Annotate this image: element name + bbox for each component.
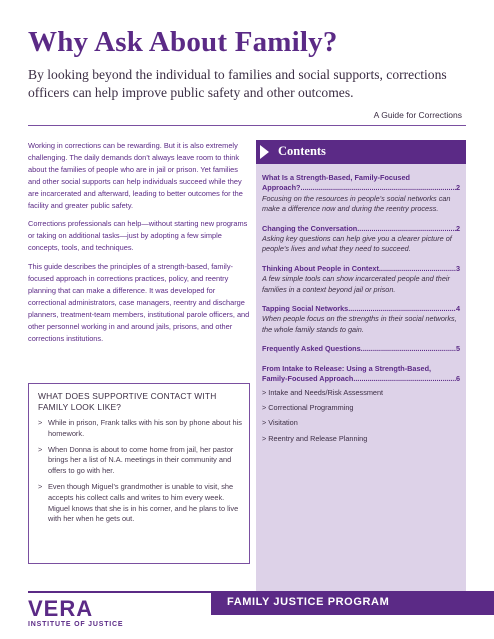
intro-paragraph: This guide describes the principles of a strength-based, family-focused approach in corrections practices, policy, and reentry planning that can make a difference. It was developed for correctional administrators, case managers, reentry and discharge planners, treatment-team members, institutional parole officers, and other personnel working in and around jails, prisons, and other corrections institutions. bbox=[28, 262, 250, 343]
toc-title: Contents bbox=[278, 144, 326, 158]
toc-entry-description: When people focus on the strengths in their social networks, the whole family stands to gain. bbox=[262, 314, 457, 334]
toc-entry-description: Asking key questions can help give you a clearer picture of people’s lives and what they need to succeed. bbox=[262, 234, 452, 254]
toc-entry-title: Tapping Social Networks bbox=[262, 304, 349, 314]
dot-leader bbox=[353, 374, 456, 384]
toc-entry-title: Changing the Conversation bbox=[262, 223, 358, 233]
toc-entry-description: A few simple tools can show incarcerated people and their families in a context beyond jail or prison. bbox=[262, 274, 450, 294]
dot-leader bbox=[301, 183, 456, 193]
toc-entry bbox=[262, 224, 460, 255]
bullet-chevron: > bbox=[38, 444, 43, 454]
intro-paragraph: Corrections professionals can help—without starting new programs or taking on additional tasks—just by adopting a few simple concepts, tools, and techniques. bbox=[28, 219, 248, 253]
toc-page-number: 3 bbox=[455, 263, 460, 273]
list-item-text: Even though Miguel’s grandmother is unable to visit, she accepts his collect calls and writes to him every week. Miguel knows that she is in his corner, and he plans to live with her when he gets out. bbox=[48, 481, 239, 524]
dot-leader bbox=[379, 264, 456, 274]
toc-entry-line bbox=[262, 264, 460, 274]
bullet-chevron: > bbox=[38, 418, 43, 427]
toc-entry bbox=[262, 264, 460, 295]
toc-subentry: > Correctional Programming bbox=[262, 402, 354, 412]
toc-entry-title: Frequently Asked Questions bbox=[262, 344, 361, 354]
program-banner bbox=[211, 591, 494, 615]
vera-logo bbox=[28, 598, 123, 629]
toc-entry-title: From Intake to Release: Using a Strength-Based, bbox=[262, 363, 432, 373]
toc-entry-line bbox=[262, 183, 460, 193]
program-name: FAMILY JUSTICE PROGRAM bbox=[227, 596, 390, 608]
toc-entry-line bbox=[262, 224, 460, 234]
dot-leader bbox=[348, 304, 456, 314]
toc-entry bbox=[262, 344, 460, 354]
list-item bbox=[38, 418, 242, 440]
toc-page-number: 2 bbox=[455, 183, 460, 193]
toc-entry-title: What Is a Strength-Based, Family-Focused bbox=[262, 173, 410, 182]
dot-leader bbox=[357, 224, 456, 234]
toc-subentry: > Visitation bbox=[262, 418, 298, 428]
toc-entry-line bbox=[262, 344, 460, 354]
page-title: Why Ask About Family? bbox=[28, 26, 338, 58]
page-subtitle: By looking beyond the individual to families and social supports, corrections officers can help improve public safety and other outcomes. bbox=[28, 67, 447, 100]
toc-page-number: 4 bbox=[455, 304, 460, 314]
toc-list bbox=[262, 173, 460, 453]
guide-label: A Guide for Corrections bbox=[373, 110, 462, 120]
list-item-text: While in prison, Frank talks with his son by phone about his homework. bbox=[48, 418, 242, 438]
toc-header bbox=[256, 140, 466, 164]
toc-entry bbox=[262, 364, 460, 444]
toc-subentry: > Reentry and Release Planning bbox=[262, 433, 368, 443]
toc-subentry: > Intake and Needs/Risk Assessment bbox=[262, 387, 384, 397]
logo-subtitle: INSTITUTE OF JUSTICE bbox=[28, 621, 124, 628]
toc-entry bbox=[262, 173, 460, 215]
intro-text bbox=[28, 140, 250, 352]
toc-page-number: 2 bbox=[455, 223, 460, 233]
box-title: WHAT DOES SUPPORTIVE CONTACT WITH FAMILY LOOK LIKE? bbox=[38, 391, 217, 412]
toc-entry bbox=[262, 304, 460, 335]
bullet-chevron: > bbox=[38, 481, 43, 491]
toc-entry-title: Approach? bbox=[262, 183, 301, 193]
toc-entry-line bbox=[262, 374, 460, 384]
list-item-text: When Donna is about to come home from jail, her pastor brings her a list of N.A. meetings in their community and offers to go with her. bbox=[48, 444, 234, 476]
intro-paragraph: Working in corrections can be rewarding. But it is also extremely challenging. The daily demands don’t always leave room to think about the families of people who are in jail or prison. Yet families and other social supports can help individuals succeed while they are incarcerated and afterward, leading to better outcomes for the facility and greater public safety. bbox=[28, 141, 243, 210]
footer-divider bbox=[28, 591, 211, 593]
dot-leader bbox=[361, 344, 456, 354]
toc-entry-title: Family-Focused Approach bbox=[262, 374, 354, 384]
toc-page-number: 6 bbox=[455, 374, 460, 384]
list-item bbox=[38, 445, 242, 477]
list-item bbox=[38, 482, 242, 525]
toc-entry-description: Focusing on the resources in people’s social networks can make a difference now and during the reentry process. bbox=[262, 193, 451, 214]
header-divider bbox=[28, 125, 466, 126]
toc-entry-title: Thinking About People in Context bbox=[262, 263, 379, 273]
supportive-contact-box bbox=[28, 383, 250, 564]
toc-entry-line bbox=[262, 304, 460, 314]
arrow-right-icon bbox=[260, 145, 269, 159]
toc-page-number: 5 bbox=[455, 344, 460, 354]
logo-wordmark: VERA bbox=[28, 596, 94, 621]
table-of-contents bbox=[256, 140, 466, 595]
